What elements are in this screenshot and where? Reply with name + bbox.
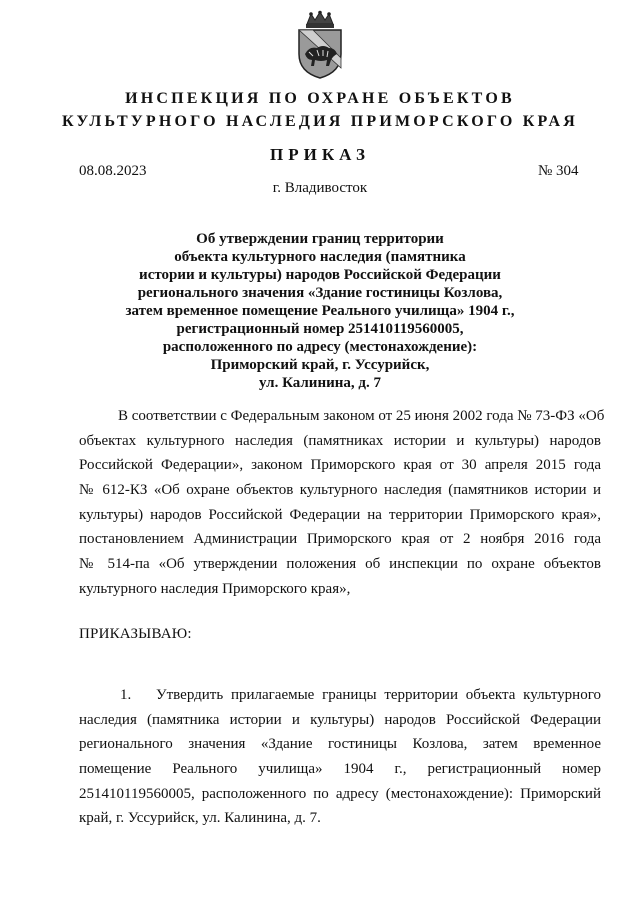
coat-of-arms-icon [293,10,347,80]
preamble-line: Российской Федерации», законом Приморского края от 30 апреля 2015 года [79,457,601,474]
subject-line: регионального значения «Здание гостиницы Козлова, [137,285,503,301]
order-keyword: ПРИКАЗЫВАЮ: [79,626,192,642]
preamble-line: культурного наследия Приморского края», [79,580,351,597]
order-item-line: помещение Реального училища» 1904 г., регистрационный номер [79,761,601,778]
subject-line: Об утверждении границ территории [196,231,444,247]
document-type-title: ПРИКАЗ [270,145,370,164]
document-number: № 304 [538,163,579,179]
preamble-line: постановлением Администрации Приморского края от 2 ноября 2016 года [79,531,601,548]
organization-name-line1: ИНСПЕКЦИЯ ПО ОХРАНЕ ОБЪЕКТОВ [125,90,515,107]
subject-line: расположенного по адресу (местонахождение): [162,339,478,355]
order-item-text: Утвердить прилагаемые границы территории объекта культурного [156,687,601,703]
subject-line: ул. Калинина, д. 7 [259,375,381,391]
preamble-paragraph [79,404,605,602]
document-subject [0,230,640,392]
preamble-line: объектах культурного наследия (памятниках истории и культуры) народов [79,432,601,449]
preamble-line: № 514-па «Об утверждении положения об инспекции по охране объектов [79,556,601,573]
subject-line: затем временное помещение Реального училища» 1904 г., [125,303,515,319]
order-item-line: край, г. Уссурийск, ул. Калинина, д. 7. [79,810,321,827]
order-item-number: 1. [120,687,132,703]
subject-line: регистрационный номер 251410119560005, [176,321,464,337]
organization-name-line2: КУЛЬТУРНОГО НАСЛЕДИЯ ПРИМОРСКОГО КРАЯ [62,113,578,130]
subject-line: истории и культуры) народов Российской Федерации [139,267,501,283]
preamble-line: В соответствии с Федеральным законом от 25 июня 2002 года № 73-ФЗ «Об [118,408,605,424]
order-item-line: наследия (памятника истории и культуры) народов Российской Федерации [79,711,601,728]
subject-line: Приморский край, г. Уссурийск, [210,357,430,373]
order-item-first-line [79,683,601,708]
subject-line: объекта культурного наследия (памятника [174,249,466,265]
document-date: 08.08.2023 [79,163,147,179]
document-city: г. Владивосток [272,180,368,196]
order-item-line: регионального значения «Здание гостиницы Козлова, затем временное [79,736,601,753]
order-item-line: 251410119560005, расположенного по адресу (местонахождение): Приморский [79,785,601,802]
preamble-line: № 612-КЗ «Об охране объектов культурного наследия (памятников истории и [79,482,601,499]
preamble-line: культуры) народов Российской Федерации на территории Приморского края», [79,506,601,523]
order-item-1 [79,683,601,831]
